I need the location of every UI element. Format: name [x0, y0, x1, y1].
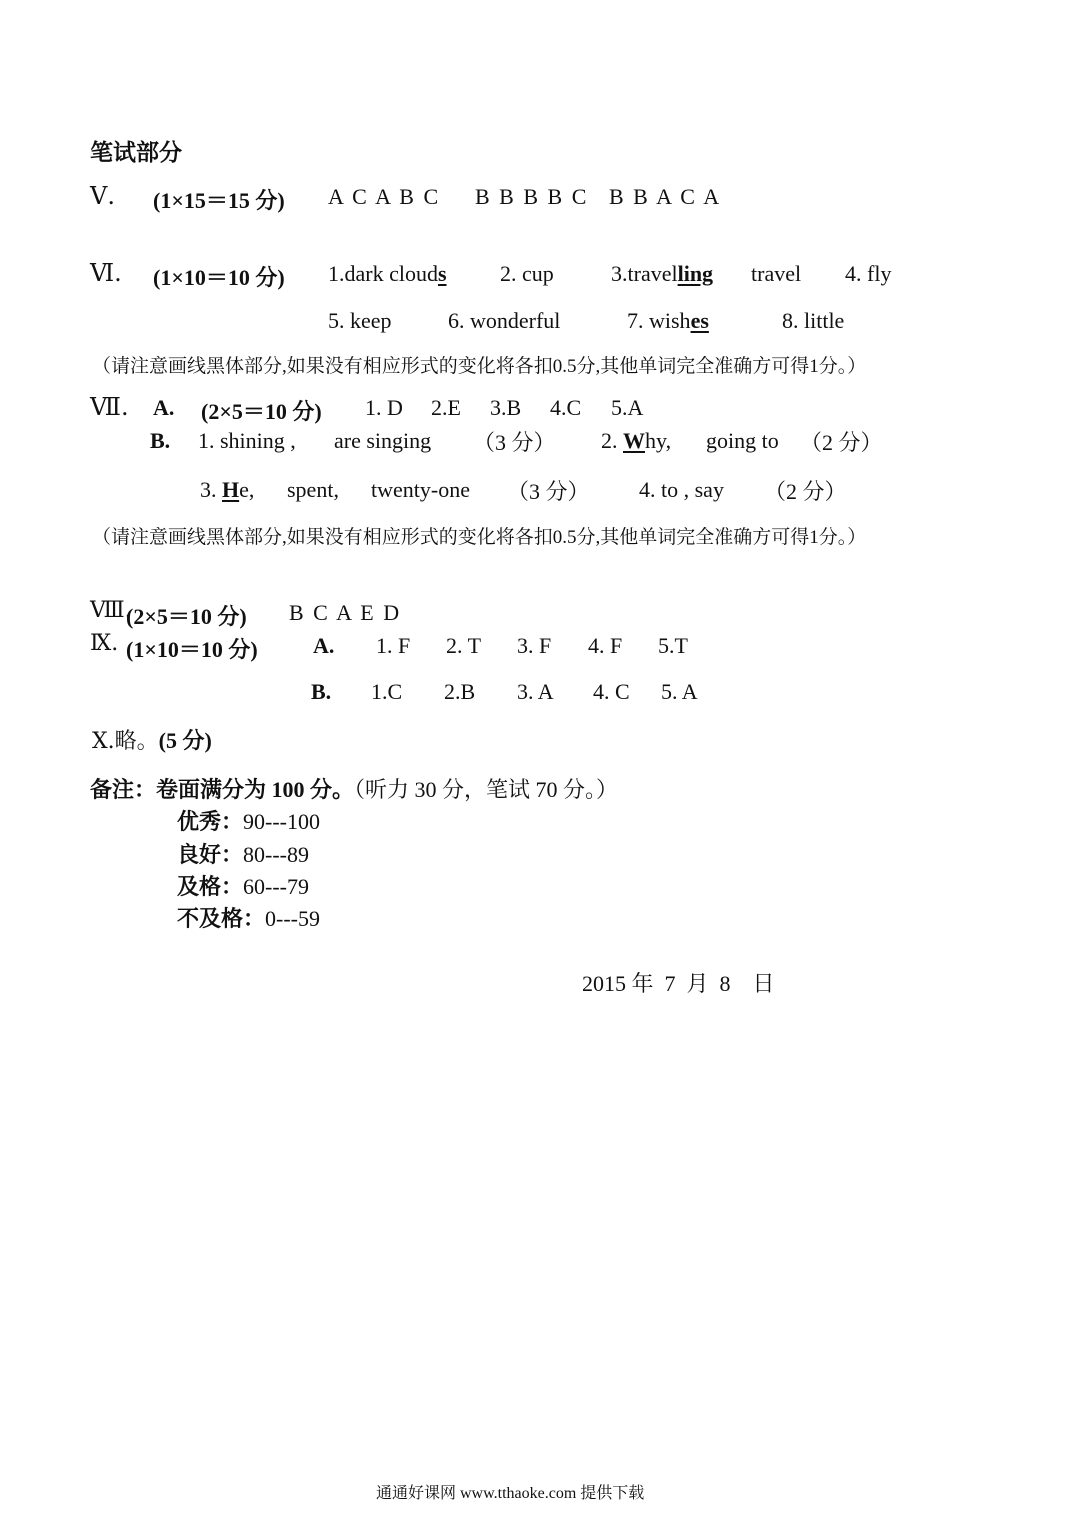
section-ix-number: Ⅸ.: [90, 631, 119, 656]
section-vii-number: Ⅶ.: [90, 393, 129, 421]
ix-a-answer-3: 3. F: [517, 633, 552, 658]
date: 2015 年 7 月 8 日: [582, 971, 775, 996]
ix-b-answer-4: 4. C: [593, 679, 630, 704]
vi-note: （请注意画线黑体部分,如果没有相应形式的变化将各扣0.5分,其他单词完全准确方可得1分。）: [92, 356, 867, 377]
section-vi-number: Ⅵ.: [90, 259, 122, 287]
vii-b-answer-1b: are singing: [334, 428, 432, 453]
vii-a-answer-1: 1. D: [365, 395, 403, 420]
vii-a-label: A.: [153, 395, 175, 420]
grade-good: 良好：80---89: [177, 842, 309, 867]
section-v-answers-1: A C A B C: [328, 184, 441, 209]
section-v-score: (1×15＝15 分): [153, 188, 285, 213]
section-v-answers-2: B B B B C: [475, 184, 589, 209]
section-v-number: Ⅴ.: [90, 182, 115, 210]
vii-a-answer-5: 5.A: [611, 395, 644, 420]
ix-a-answer-1: 1. F: [376, 633, 411, 658]
ix-a-label: A.: [313, 633, 335, 658]
vi-answer-5: 5. keep: [328, 308, 392, 333]
vi-answer-3: 3.travelling: [611, 261, 714, 286]
vii-a-answer-4: 4.C: [550, 395, 582, 420]
ix-b-answer-1: 1.C: [371, 679, 403, 704]
section-viii-score: (2×5＝10 分): [126, 604, 247, 629]
remark: 备注：卷面满分为 100 分。（听力 30 分，笔试 70 分。）: [90, 777, 619, 802]
vi-answer-8: 8. little: [782, 308, 845, 333]
vi-answer-3b: travel: [751, 261, 802, 286]
vii-b-answer-3c: twenty-one: [371, 477, 470, 502]
section-ix-score: (1×10＝10 分): [126, 637, 258, 662]
vii-a-score: (2×5＝10 分): [201, 399, 322, 424]
vii-a-answer-3: 3.B: [490, 395, 522, 420]
ix-b-answer-5: 5. A: [661, 679, 698, 704]
ix-a-answer-4: 4. F: [588, 633, 623, 658]
footer: 通通好课网 www.tthaoke.com 提供下载: [376, 1485, 645, 1502]
vii-b-score-3: （3 分）: [507, 479, 590, 504]
grade-excellent: 优秀：90---100: [177, 809, 320, 834]
vii-b-score-1: （3 分）: [473, 430, 556, 455]
grade-fail: 不及格：0---59: [177, 906, 320, 931]
section-viii-number: Ⅷ.: [90, 598, 132, 623]
ix-b-label: B.: [311, 679, 332, 704]
vii-b-answer-2: 2. Why,: [601, 428, 672, 453]
vii-b-score-4: （2 分）: [764, 479, 847, 504]
vii-b-answer-4: 4. to , say: [639, 477, 724, 502]
section-vi-score: (1×10＝10 分): [153, 265, 285, 290]
vi-answer-7: 7. wishes: [627, 308, 709, 333]
vii-note: （请注意画线黑体部分,如果没有相应形式的变化将各扣0.5分,其他单词完全准确方可得1分。）: [92, 527, 867, 548]
section-viii-answers: B C A E D: [289, 600, 402, 625]
ix-b-answer-2: 2.B: [444, 679, 476, 704]
vii-b-label: B.: [150, 428, 171, 453]
grade-pass: 及格：60---79: [177, 874, 309, 899]
section-v-answers-3: B B A C A: [609, 184, 722, 209]
section-x: Ⅹ.略。(5 分): [92, 728, 212, 754]
vii-b-answer-3: 3. He,: [200, 477, 255, 502]
ix-a-answer-5: 5.T: [658, 633, 688, 658]
vi-answer-1: 1.dark clouds: [328, 261, 447, 286]
vii-b-answer-2b: going to: [706, 428, 779, 453]
section-title: 笔试部分: [90, 140, 182, 165]
vi-answer-4: 4. fly: [845, 261, 892, 286]
vii-b-answer-1a: 1. shining ,: [198, 428, 296, 453]
vi-answer-6: 6. wonderful: [448, 308, 561, 333]
vi-answer-2: 2. cup: [500, 261, 554, 286]
vii-a-answer-2: 2.E: [431, 395, 461, 420]
ix-b-answer-3: 3. A: [517, 679, 554, 704]
vii-b-score-2: （2 分）: [800, 430, 883, 455]
vii-b-answer-3b: spent,: [287, 477, 339, 502]
ix-a-answer-2: 2. T: [446, 633, 482, 658]
